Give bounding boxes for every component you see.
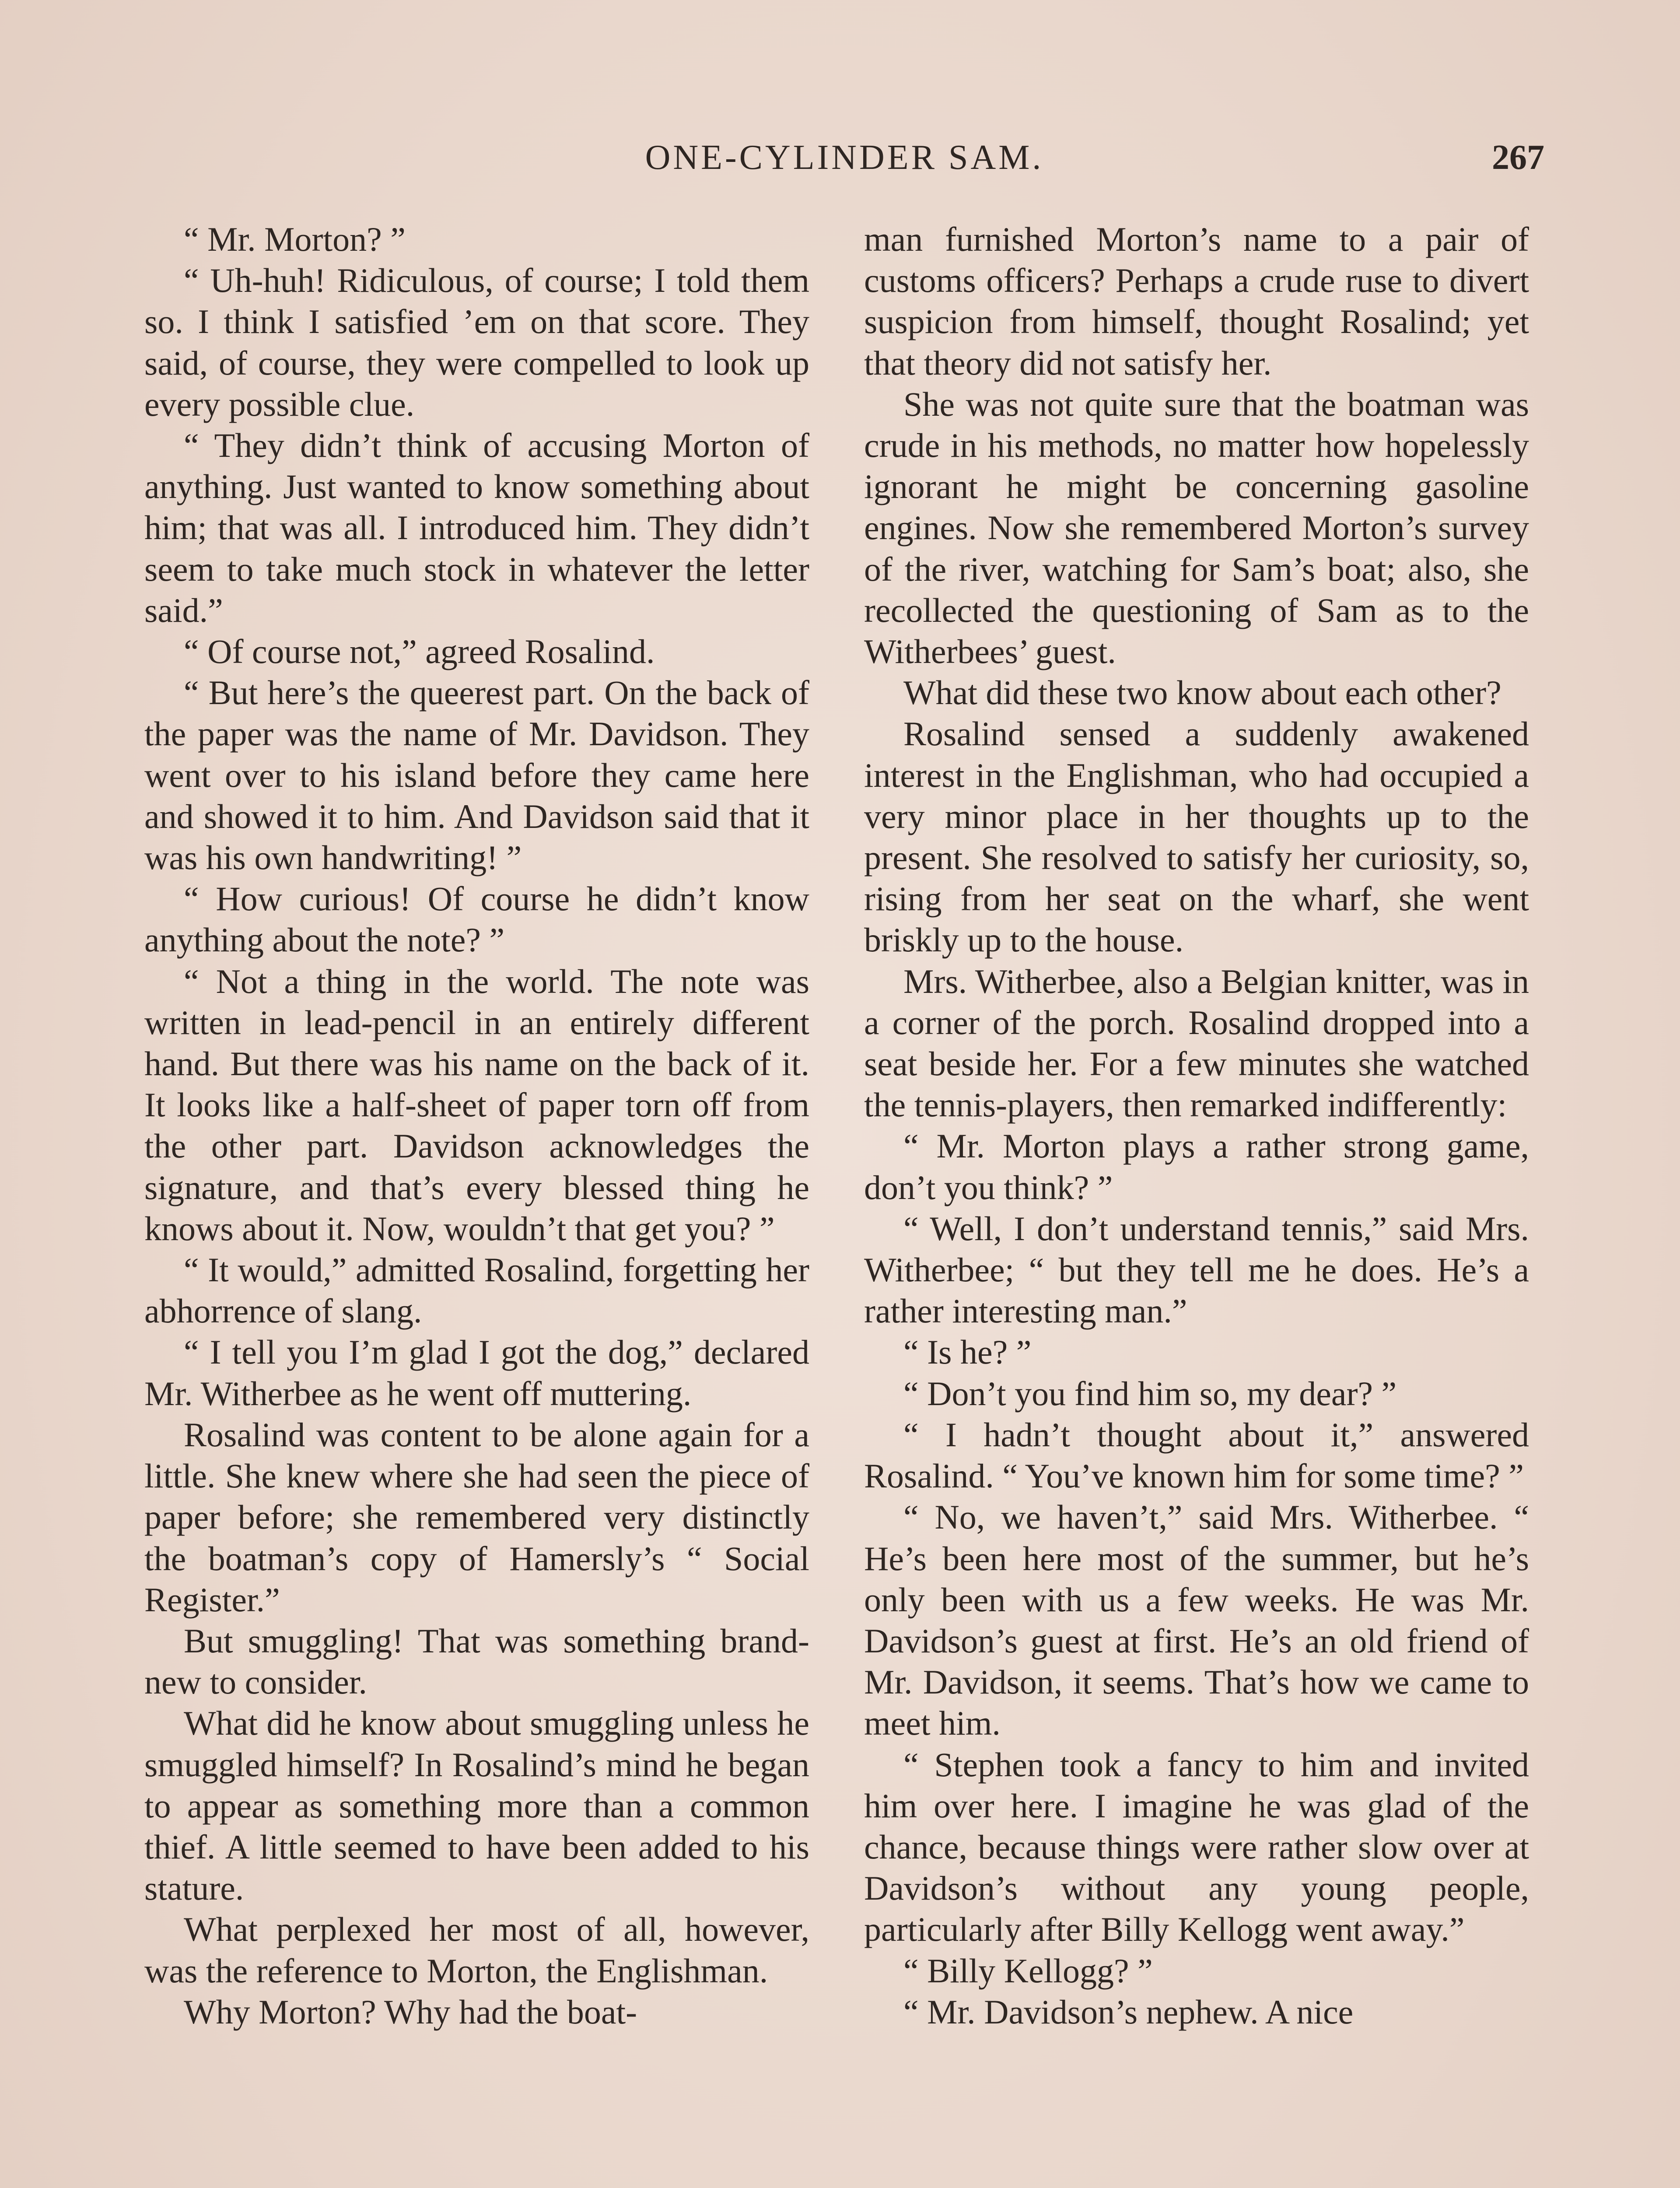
paragraph: “ Uh-huh! Ridiculous, of course; I told them so. I think I satisfied ’em on that score. They said, of course, they were compelled to look up every possible clue. [144, 261, 809, 423]
paragraph: man furnished Morton’s name to a pair of customs officers? Perhaps a crude ruse to divert suspicion from himself, thought Rosalind; yet that theory did not satisfy her. [864, 220, 1529, 382]
paragraph: “ I tell you I’m glad I got the dog,” declared Mr. Witherbee as he went off muttering. [144, 1333, 809, 1413]
page-header [144, 131, 1544, 197]
paragraph: “ Is he? ” [903, 1333, 1032, 1371]
paragraph: “ Don’t you find him so, my dear? ” [903, 1374, 1397, 1413]
running-title: ONE-CYLINDER SAM. [645, 138, 1044, 177]
paragraph: “ I hadn’t thought about it,” answered Rosalind. “ You’ve known him for some time? ” [864, 1415, 1529, 1495]
paragraph: “ Mr. Morton plays a rather strong game, don’t you think? ” [864, 1127, 1529, 1206]
paragraph: “ But here’s the queerest part. On the back of the paper was the name of Mr. Davidson. They went over to his island before they came here and showed it to him. And Davidson said that it was his own handwriting! ” [144, 673, 809, 877]
paragraph: “ Billy Kellogg? ” [903, 1951, 1153, 1990]
paragraph: What did these two know about each other? [903, 673, 1502, 712]
paragraph: She was not quite sure that the boatman was crude in his methods, no matter how hopelessly ignorant he might be concerning gasoline engines. Now she remembered Morton’s survey of the river, watching for Sam’s boat; also, she recollected the questioning of Sam as to the Witherbees’ guest. [864, 385, 1529, 671]
paragraph: “ Stephen took a fancy to him and invited him over here. I imagine he was glad of the chance, because things were rather slow over at Davidson’s without any young people, particularly after Billy Kellogg went away.” [864, 1745, 1529, 1949]
paragraph: “ No, we haven’t,” said Mrs. Witherbee. “ He’s been here most of the summer, but he’s only been with us a few weeks. He was Mr. Davidson’s guest at first. He’s an old friend of Mr. Davidson, it seems. That’s how we came to meet him. [864, 1498, 1529, 1743]
paragraph: “ Not a thing in the world. The note was written in lead-pencil in an entirely different hand. But there was his name on the back of it. It looks like a half-sheet of paper torn off from the other part. Davidson acknowledges the signature, and that’s every blessed thing he knows about it. Now, wouldn’t that get you? ” [144, 962, 809, 1248]
paragraph: “ Mr. Davidson’s nephew. A nice [903, 1992, 1354, 2031]
paragraph: What did he know about smuggling unless he smuggled himself? In Rosalind’s mind he began to appear as something more than a common thief. A little seemed to have been added to his stature. [144, 1704, 809, 1907]
paragraph: “ Well, I don’t understand tennis,” said Mrs. Witherbee; “ but they tell me he does. He’s a rather interesting man.” [864, 1209, 1529, 1330]
paragraph: “ How curious! Of course he didn’t know anything about the note? ” [144, 880, 809, 959]
paragraph: “ It would,” admitted Rosalind, forgetting her abhorrence of slang. [144, 1251, 809, 1330]
paragraph: What perplexed her most of all, however, was the reference to Morton, the Englishman. [144, 1910, 809, 1990]
paragraph: But smuggling! That was something brand-new to consider. [144, 1621, 809, 1701]
paragraph: Mrs. Witherbee, also a Belgian knitter, was in a corner of the porch. Rosalind dropped into a seat beside her. For a few minutes she watched the tennis-players, then remarked indifferently: [864, 962, 1529, 1124]
paragraph: Rosalind sensed a suddenly awakened interest in the Englishman, who had occupied a very minor place in her thoughts up to the present. She resolved to satisfy her curiosity, so, rising from her seat on the wharf, she went briskly up to the house. [864, 715, 1529, 959]
paragraph: “ Of course not,” agreed Rosalind. [184, 632, 655, 671]
paragraph: “ They didn’t think of accusing Morton of anything. Just wanted to know something about him; that was all. I introduced him. They didn’t seem to take much stock in whatever the letter said.” [144, 426, 809, 629]
right-text-column [864, 219, 1529, 2033]
paragraph: Why Morton? Why had the boat- [184, 1992, 637, 2031]
paragraph: “ Mr. Morton? ” [184, 220, 406, 258]
left-text-column [144, 219, 809, 2033]
paragraph: Rosalind was content to be alone again for a little. She knew where she had seen the piece of paper before; she remembered very distinctly the boatman’s copy of Hamersly’s “ Social Register.” [144, 1415, 809, 1619]
page-number: 267 [1492, 138, 1544, 177]
